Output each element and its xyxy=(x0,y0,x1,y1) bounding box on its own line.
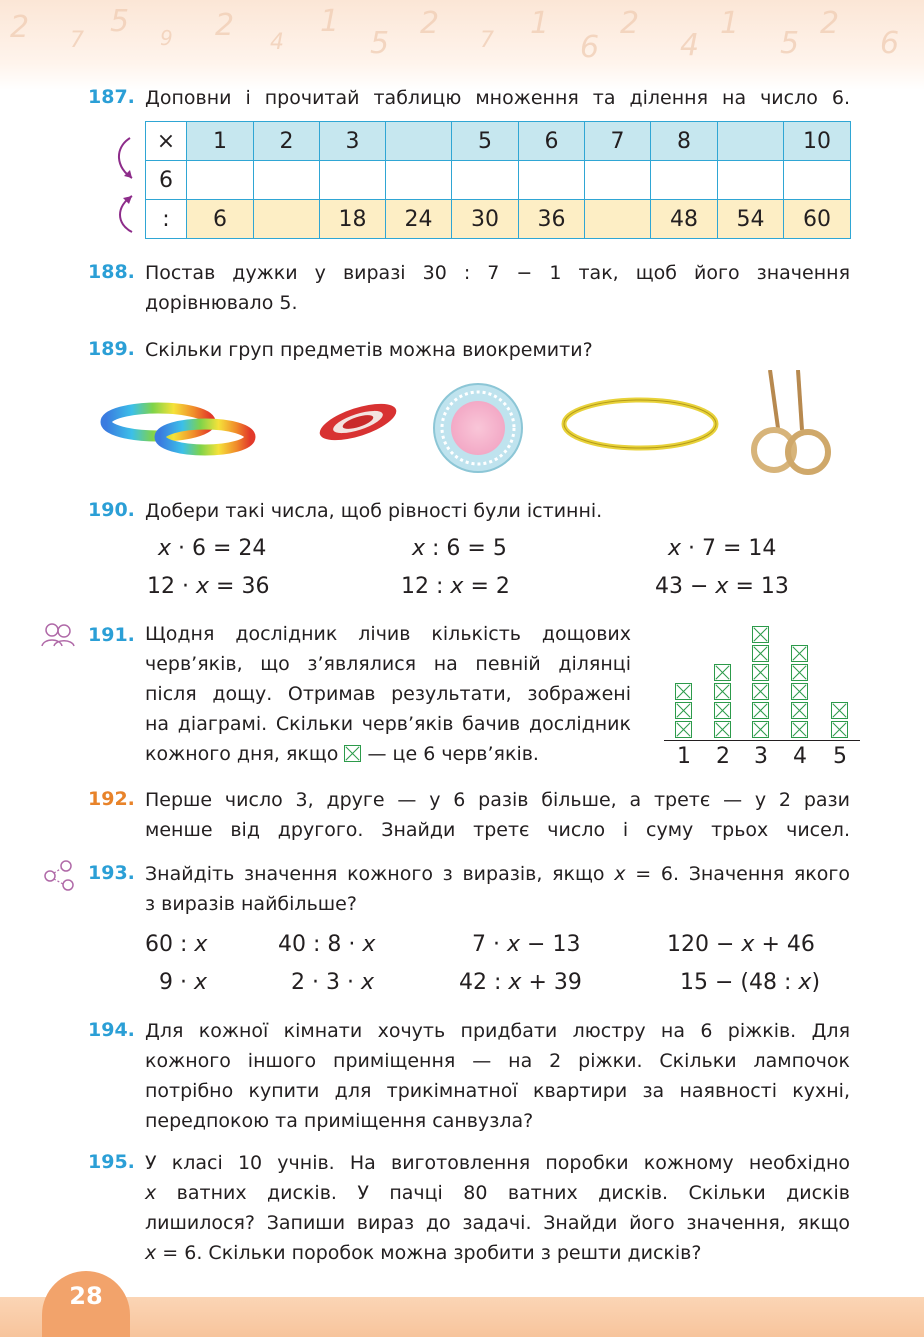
table-cell: 8 xyxy=(651,122,718,161)
equation-2 xyxy=(412,536,507,561)
expression-7 xyxy=(459,970,582,995)
text-line xyxy=(145,1238,850,1268)
worm-unit-icon xyxy=(752,645,769,662)
chart-category-label: 1 xyxy=(677,744,691,769)
text-line: на діаграмі. Скільки черв’яків бачив дослідник xyxy=(145,713,631,735)
division-symbol-cell: : xyxy=(146,200,187,239)
equation-part: = 13 xyxy=(735,574,789,599)
multiplication-table xyxy=(145,121,851,239)
expr-part: 42 : xyxy=(459,970,502,995)
worm-unit-icon xyxy=(714,683,731,700)
task-number-193: 193. xyxy=(88,862,135,884)
yellow-hoop-image xyxy=(564,400,716,448)
table-cell: 18 xyxy=(320,200,386,239)
connected-circles-icon xyxy=(42,858,76,892)
task-193-text xyxy=(145,859,850,919)
task-number-192: 192. xyxy=(88,788,135,810)
text-fragment: кожного дня, якщо xyxy=(145,743,339,765)
task-number-191: 191. xyxy=(88,624,135,646)
worm-unit-icon xyxy=(831,702,848,719)
red-flying-disc-image xyxy=(316,396,401,447)
worm-unit-icon xyxy=(344,745,361,762)
page-footer-band xyxy=(0,1297,924,1337)
worm-unit-icon xyxy=(714,721,731,738)
table-cell-empty[interactable] xyxy=(585,161,651,200)
text-line: черв’яків, що з’являлися на певній ділянці xyxy=(145,653,631,675)
task-188-text xyxy=(145,258,850,318)
variable-x: x xyxy=(614,863,626,885)
objects-illustration xyxy=(100,370,860,485)
rainbow-bracelets-image xyxy=(106,408,250,450)
worm-unit-icon xyxy=(791,721,808,738)
chart-category-label: 5 xyxy=(833,744,847,769)
text-line xyxy=(145,739,631,769)
text-fragment: = 6. Скільки поробок можна зробити з решти дисків? xyxy=(162,1242,702,1264)
worm-unit-icon xyxy=(752,721,769,738)
variable-x: x xyxy=(798,970,812,995)
expr-part: 2 · 3 · xyxy=(291,970,354,995)
text-line: менше від другого. Знайди третє число і суму трьох чисел. xyxy=(145,819,850,841)
variable-x: x xyxy=(450,574,464,599)
chart-baseline xyxy=(664,740,860,741)
chart-category-label: 2 xyxy=(716,744,730,769)
expr-part: 40 : 8 · xyxy=(278,932,356,957)
text-line: Щодня дослідник лічив кількість дощових xyxy=(145,623,631,645)
worm-unit-icon xyxy=(791,645,808,662)
equation-part: 12 : xyxy=(401,574,444,599)
variable-x: x xyxy=(508,970,522,995)
expr-part: + 39 xyxy=(528,970,582,995)
table-cell: 1 xyxy=(187,122,254,161)
equation-1 xyxy=(158,536,266,561)
equation-3 xyxy=(668,536,776,561)
expr-part: 7 · xyxy=(472,932,500,957)
expression-8 xyxy=(680,970,820,995)
round-lace-napkin-image xyxy=(434,384,522,472)
text-line xyxy=(145,1178,850,1208)
variable-x: x xyxy=(145,1242,157,1264)
task-187-text xyxy=(145,83,850,113)
text-line: лишилося? Запиши вираз до задачі. Знайди його значення, якщо xyxy=(145,1212,850,1234)
table-cell: 7 xyxy=(585,122,651,161)
worm-unit-icon xyxy=(791,702,808,719)
table-cell: 6 xyxy=(187,200,254,239)
chart-bar-5 xyxy=(831,700,850,738)
table-cell: 5 xyxy=(452,122,519,161)
expr-part: − 13 xyxy=(527,932,581,957)
expression-5 xyxy=(159,970,207,995)
variable-x: x xyxy=(715,574,729,599)
task-number-188: 188. xyxy=(88,261,135,283)
table-cell-empty[interactable] xyxy=(784,161,851,200)
task-189-text xyxy=(145,335,850,365)
text-line xyxy=(145,859,850,889)
variable-x: x xyxy=(195,574,210,599)
worm-unit-icon xyxy=(831,721,848,738)
equation-part: · 7 = 14 xyxy=(688,536,777,561)
chart-bar-3 xyxy=(752,624,771,738)
page-number: 28 xyxy=(42,1271,130,1337)
expr-part: 120 − xyxy=(667,932,735,957)
text-line: Перше число 3, друге — у 6 разів більше, а третє — у 2 рази xyxy=(145,789,850,811)
expr-part: + 46 xyxy=(761,932,815,957)
variable-x: x xyxy=(194,932,208,957)
text-line: з виразів найбільше? xyxy=(145,893,357,915)
task-number-194: 194. xyxy=(88,1019,135,1041)
expression-1 xyxy=(145,932,207,957)
expr-part: 15 − (48 : xyxy=(680,970,792,995)
text-line: Постав дужки у виразі 30 : 7 − 1 так, щоб його значення xyxy=(145,262,850,284)
chart-category-label: 4 xyxy=(793,744,807,769)
expression-3 xyxy=(472,932,580,957)
equation-6 xyxy=(655,574,789,599)
task-192-text xyxy=(145,785,850,845)
equation-part: = 2 xyxy=(470,574,510,599)
equation-part: 43 − xyxy=(655,574,709,599)
variable-x: x xyxy=(145,1182,157,1204)
equation-part: : 6 = 5 xyxy=(432,536,507,561)
text-line: Скільки груп предметів можна виокремити? xyxy=(145,339,593,361)
text-fragment: ватних дисків. У пачці 80 ватних дисків. Скільки дисків xyxy=(176,1182,850,1204)
worm-unit-icon xyxy=(752,626,769,643)
worm-unit-icon xyxy=(752,702,769,719)
equation-part: · 6 = 24 xyxy=(178,536,267,561)
equation-4 xyxy=(147,574,269,599)
worm-unit-icon xyxy=(675,683,692,700)
table-cell-empty[interactable] xyxy=(718,122,784,161)
chart-bar-2 xyxy=(714,662,733,738)
text-fragment: — це 6 черв’яків. xyxy=(367,743,539,765)
expression-2 xyxy=(278,932,375,957)
task-number-195: 195. xyxy=(88,1151,135,1173)
chart-category-label: 3 xyxy=(754,744,768,769)
two-people-icon xyxy=(40,622,76,648)
equation-part: = 36 xyxy=(216,574,270,599)
chart-bar-4 xyxy=(791,643,810,738)
task-195-text xyxy=(145,1148,850,1268)
equation-part: 12 · xyxy=(147,574,189,599)
worm-unit-icon xyxy=(791,683,808,700)
chart-bar-1 xyxy=(675,681,694,738)
worm-unit-icon xyxy=(675,721,692,738)
table-cell: 48 xyxy=(651,200,718,239)
table-cell: 36 xyxy=(519,200,585,239)
curved-arrows-icon xyxy=(110,130,144,240)
text-line: Добери такі числа, щоб рівності були істинні. xyxy=(145,500,603,522)
worm-unit-icon xyxy=(714,664,731,681)
worm-unit-icon xyxy=(752,683,769,700)
table-cell-empty[interactable] xyxy=(651,161,718,200)
table-cell: 54 xyxy=(718,200,784,239)
text-fragment: = 6. Значення якого xyxy=(635,863,850,885)
table-cell: 24 xyxy=(386,200,452,239)
text-line: передпокою та приміщення санвузла? xyxy=(145,1110,534,1132)
expr-part: 9 · xyxy=(159,970,187,995)
expression-4 xyxy=(667,932,815,957)
top-decoration-band xyxy=(0,0,924,90)
worm-unit-icon xyxy=(791,664,808,681)
equation-5 xyxy=(401,574,510,599)
variable-x: x xyxy=(506,932,521,957)
variable-x: x xyxy=(193,970,208,995)
table-cell-empty[interactable] xyxy=(187,161,254,200)
text-fragment: Знайдіть значення кожного з виразів, якщо xyxy=(145,863,605,885)
task-number-189: 189. xyxy=(88,338,135,360)
text-line: У класі 10 учнів. На виготовлення поробки кожному необхідно xyxy=(145,1152,850,1174)
table-cell-empty[interactable] xyxy=(320,161,386,200)
variable-x: x xyxy=(362,932,376,957)
table-cell: 6 xyxy=(519,122,585,161)
text-line: Для кожної кімнати хочуть придбати люстру на 6 ріжків. Для xyxy=(145,1020,850,1042)
gymnastic-rings-image xyxy=(754,370,828,472)
table-cell-empty[interactable] xyxy=(452,161,519,200)
variable-x: x xyxy=(360,970,374,995)
row-label-6: 6 xyxy=(146,161,187,200)
table-cell-empty[interactable] xyxy=(386,122,452,161)
task-191-text xyxy=(145,619,631,769)
task-187-line: Доповни і прочитай таблицю множення та ділення на число 6. xyxy=(145,87,850,109)
table-cell: 3 xyxy=(320,122,386,161)
table-cell-empty[interactable] xyxy=(519,161,585,200)
text-line: після дощу. Отримав результати, зображені xyxy=(145,683,631,705)
task-number-190: 190. xyxy=(88,499,135,521)
table-cell-empty[interactable] xyxy=(386,161,452,200)
times-symbol-cell: × xyxy=(146,122,187,161)
task-190-text xyxy=(145,496,850,526)
worm-unit-icon xyxy=(714,702,731,719)
variable-x: x xyxy=(668,536,682,561)
expression-6 xyxy=(291,970,374,995)
table-cell: 60 xyxy=(784,200,851,239)
text-line: потрібно купити для трикімнатної квартири за наявності кухні, xyxy=(145,1080,850,1102)
table-cell: 2 xyxy=(254,122,320,161)
decorative-digits-background: 2 7 5 9 2 4 1 5 2 7 1 6 2 4 1 5 2 6 xyxy=(10,4,924,65)
table-cell: 10 xyxy=(784,122,851,161)
variable-x: x xyxy=(741,932,755,957)
table-cell: 30 xyxy=(452,200,519,239)
task-number-187: 187. xyxy=(88,86,135,108)
worm-unit-icon xyxy=(752,664,769,681)
expr-part: ) xyxy=(811,970,821,995)
table-cell-empty[interactable] xyxy=(254,161,320,200)
text-line: дорівнювало 5. xyxy=(145,292,298,314)
worm-unit-icon xyxy=(675,702,692,719)
variable-x: x xyxy=(412,536,426,561)
expr-part: 60 : xyxy=(145,932,188,957)
task-194-text xyxy=(145,1016,850,1136)
text-line: кожного іншого приміщення — на 2 ріжки. Скільки лампочок xyxy=(145,1050,850,1072)
table-cell-empty[interactable] xyxy=(254,200,320,239)
table-cell-empty[interactable] xyxy=(585,200,651,239)
variable-x: x xyxy=(158,536,172,561)
table-cell-empty[interactable] xyxy=(718,161,784,200)
